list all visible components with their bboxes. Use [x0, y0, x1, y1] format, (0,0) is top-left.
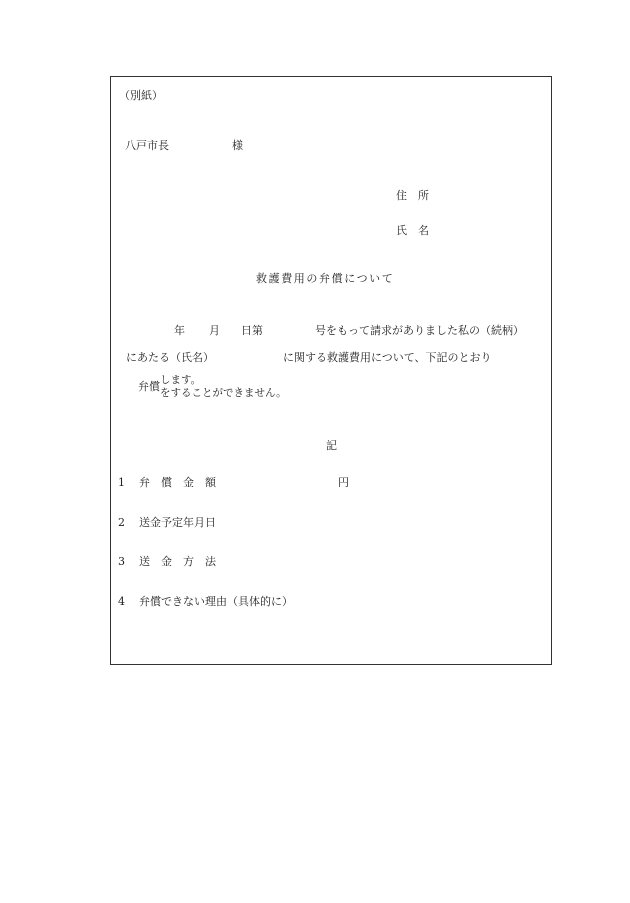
item-3-label: 送 金 方 法 — [139, 555, 216, 568]
address-label: 住 所 — [396, 189, 429, 202]
day-no-label: 日第 — [241, 324, 263, 337]
item-1-label: 弁 償 金 額 — [139, 476, 216, 489]
year-label: 年 — [174, 324, 185, 337]
item-4-label: 弁償できない理由（具体的に） — [139, 595, 293, 608]
item-2-label: 送金予定年月日 — [139, 516, 216, 529]
option-cannot-compensate: をすることができません。 — [160, 387, 287, 399]
item-4-number: 4 — [118, 595, 125, 608]
bensho-label: 弁償 — [138, 380, 160, 393]
item-2-number: 2 — [118, 516, 125, 529]
ki-heading: 記 — [326, 439, 337, 452]
body-line2-rest: に関する救護費用について、下記のとおり — [283, 351, 492, 364]
body-line2-start: にあたる（氏名） — [126, 351, 214, 364]
name-label: 氏 名 — [396, 224, 429, 237]
attachment-label: （別紙） — [119, 89, 163, 102]
form-frame — [110, 76, 552, 665]
body-line1-rest: 号をもって請求がありました私の（続柄） — [315, 324, 524, 337]
honorific: 様 — [232, 139, 243, 152]
option-will-compensate: します。 — [160, 374, 202, 386]
item-1-unit: 円 — [338, 476, 349, 489]
document-title: 救護費用の弁償について — [256, 272, 395, 285]
item-1-number: 1 — [118, 476, 125, 489]
item-3-number: 3 — [118, 555, 125, 568]
month-label: 月 — [209, 324, 220, 337]
addressee: 八戸市長 — [125, 139, 169, 152]
